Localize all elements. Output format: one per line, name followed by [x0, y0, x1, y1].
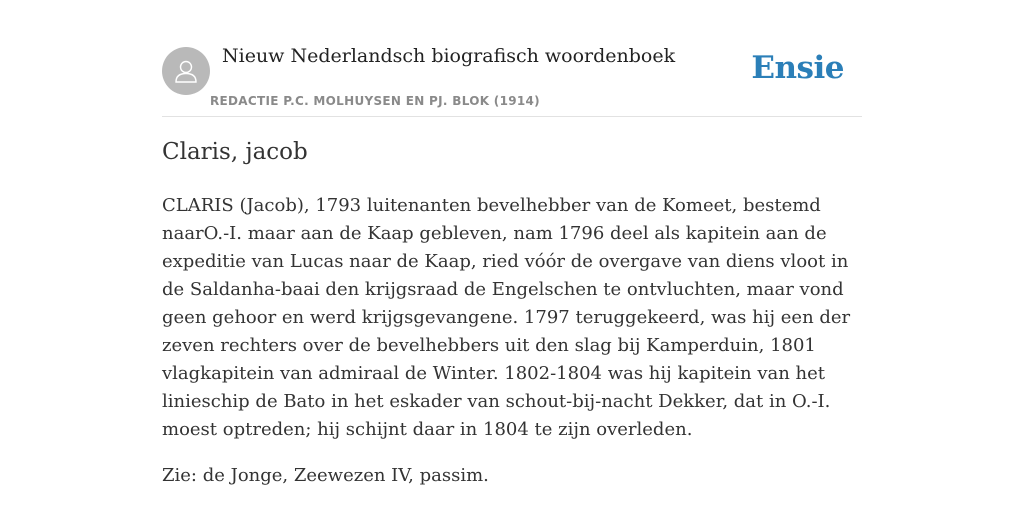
- page-container: [162, 0, 862, 486]
- entry-body: CLARIS (Jacob), 1793 luitenanten bevelhebber van de Komeet, bestemd naarO.-I. maar aan de Kaap gebleven, nam 1796 deel als kapitein aan de expeditie van Lucas naar de Kaap, ried vóór de overgave van diens vloot in de Saldanha-baai den krijgsraad de Engelschen te ontvluchten, maar vond geen gehoor en werd krijgsgevangene. 1797 teruggekeerd, was hij een der zeven rechters over de bevelhebbers uit den slag bij Kamperduin, 1801 vlagkapitein van admiraal de Winter. 1802-1804 was hij kapitein van het linieschip de Bato in het eskader van schout-bij-nacht Dekker, dat in O.-I. moest optreden; hij schijnt daar in 1804 te zijn overleden.: [162, 195, 851, 440]
- ensie-logo[interactable]: Ensie: [751, 50, 844, 86]
- entry-see-also: Zie: de Jonge, Zeewezen IV, passim.: [162, 465, 489, 486]
- entry-title: Claris, jacob: [162, 139, 308, 165]
- author-avatar[interactable]: [162, 47, 210, 95]
- user-icon: [173, 58, 199, 84]
- book-title[interactable]: Nieuw Nederlandsch biografisch woordenboek: [222, 45, 676, 67]
- book-header: [162, 0, 862, 117]
- book-editors: REDACTIE P.C. MOLHUYSEN EN PJ. BLOK (1914): [210, 94, 540, 108]
